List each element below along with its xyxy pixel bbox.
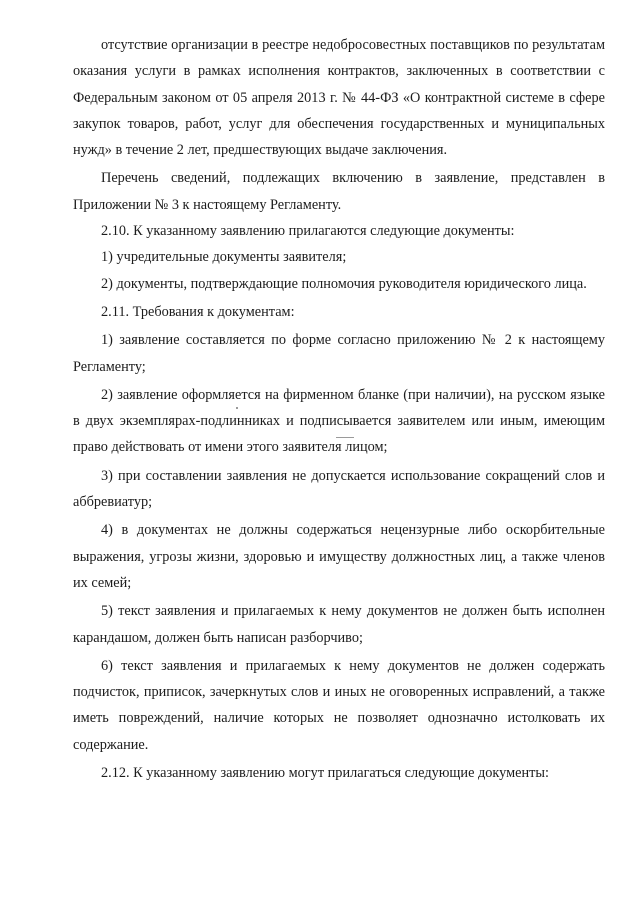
scan-speck bbox=[236, 407, 238, 409]
document-page bbox=[73, 32, 605, 786]
list-item-requirement-2: 2) заявление оформляется на фирменном бланке (при наличии), на русском языке в двух экземплярах-подлинниках и подписывается заявителем или иным, имеющим право действовать от имени этого заявителя лицом; bbox=[73, 386, 605, 456]
paragraph-2-12-heading: 2.12. К указанному заявлению могут прилагаться следующие документы: bbox=[101, 765, 549, 782]
list-item-requirement-3: 3) при составлении заявления не допускается использование сокращений слов и аббревиатур; bbox=[73, 467, 605, 511]
list-item-authority-documents: 2) документы, подтверждающие полномочия руководителя юридического лица. bbox=[101, 275, 587, 292]
paragraph-info-list: Перечень сведений, подлежащих включению в заявление, представлен в Приложении № 3 к настоящему Регламенту. bbox=[73, 170, 605, 213]
list-item-founding-documents: 1) учредительные документы заявителя; bbox=[101, 249, 347, 266]
paragraph-registry-absence: отсутствие организации в реестре недобросовестных поставщиков по результатам оказания услуги в рамках исполнения контрактов, заключенных в соответствии с Федеральным законом от 05 апреля 2013 г. № 44-ФЗ «О контрактной системе в сфере закупок товаров, работ, услуг для обеспечения государственных и муниципальных нужд» в течение 2 лет, предшествующих выдаче заключения. bbox=[73, 37, 605, 159]
list-item-requirement-6: 6) текст заявления и прилагаемых к нему документов не должен содержать подчисток, приписок, зачеркнутых слов и иных не оговоренных исправлений, а также иметь повреждений, наличие которых не позволяет однозначно истолковать их содержание. bbox=[73, 657, 605, 753]
list-item-requirement-5: 5) текст заявления и прилагаемых к нему документов не должен быть исполнен карандашом, должен быть написан разборчиво; bbox=[73, 603, 605, 646]
paragraph-2-11-heading: 2.11. Требования к документам: bbox=[101, 303, 295, 320]
list-item-requirement-1: 1) заявление составляется по форме согласно приложению № 2 к настоящему Регламенту; bbox=[73, 332, 605, 375]
scan-speck bbox=[336, 437, 354, 438]
paragraph-2-10-heading: 2.10. К указанному заявлению прилагаются следующие документы: bbox=[101, 223, 515, 240]
list-item-requirement-4: 4) в документах не должны содержаться нецензурные либо оскорбительные выражения, угрозы жизни, здоровью и имуществу должностных лиц, а также членов их семей; bbox=[73, 522, 605, 591]
